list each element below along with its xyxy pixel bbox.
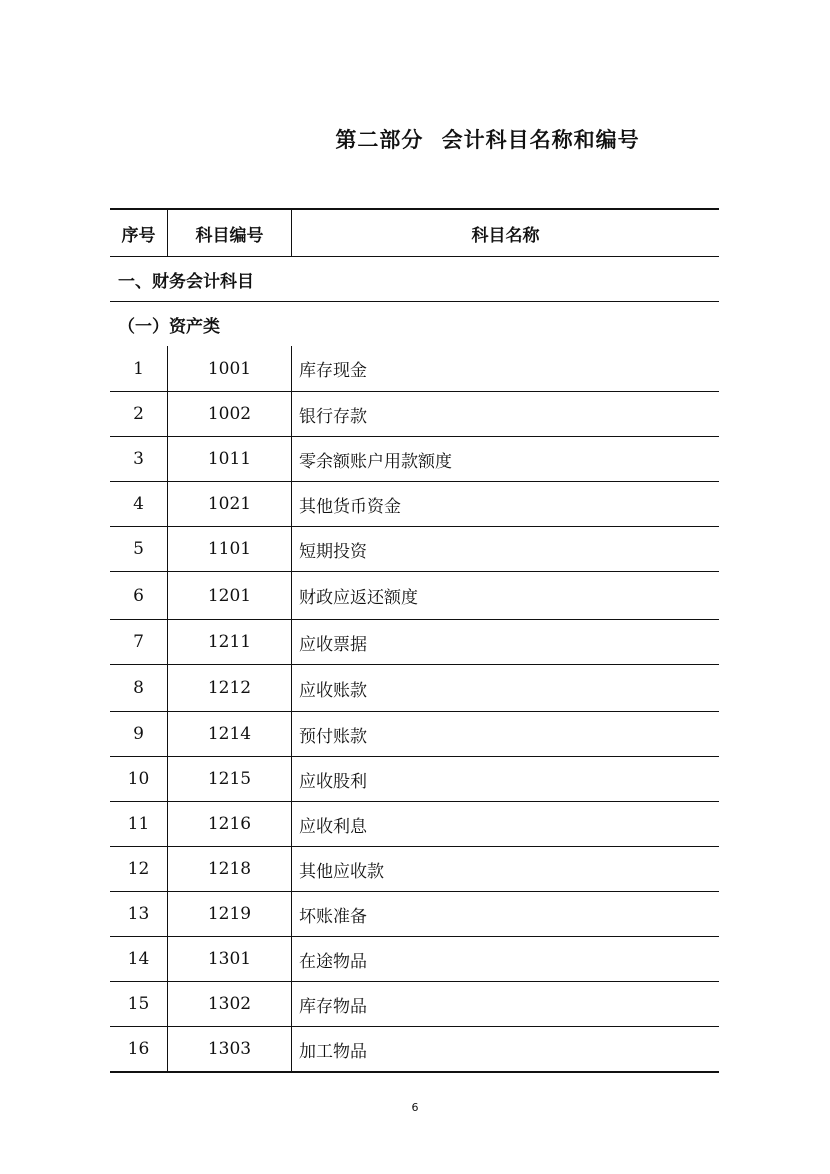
table-row	[110, 619, 719, 664]
row-account-code: 1219	[168, 892, 292, 936]
section-heading: 一、财务会计科目	[110, 256, 719, 301]
table-row	[110, 936, 719, 981]
row-account-name: 库存现金	[299, 361, 367, 381]
row-serial-no: 13	[110, 892, 168, 936]
row-account-name: 应收账款	[299, 680, 367, 701]
row-account-code: 1216	[168, 802, 292, 846]
row-account-name: 预付账款	[299, 726, 367, 747]
row-account-code: 1021	[168, 482, 292, 526]
row-account-name: 应收股利	[299, 771, 367, 792]
row-account-code: 1011	[168, 437, 292, 481]
row-serial-no: 4	[110, 482, 168, 526]
row-account-name: 应收利息	[299, 816, 367, 837]
table-row	[110, 1026, 719, 1071]
table-row	[110, 481, 719, 526]
row-account-code: 1214	[168, 712, 292, 756]
row-serial-no: 16	[110, 1027, 168, 1071]
row-serial-no: 8	[110, 665, 168, 711]
row-account-name: 应收票据	[299, 634, 367, 655]
table-header-row	[110, 210, 719, 256]
accounts-table	[110, 208, 719, 1073]
row-serial-no: 6	[110, 572, 168, 619]
row-account-code: 1211	[168, 620, 292, 664]
table-row	[110, 846, 719, 891]
row-account-code: 1002	[168, 392, 292, 436]
row-account-code: 1001	[168, 346, 292, 391]
row-account-code: 1101	[168, 527, 292, 571]
header-account-code: 科目编号	[168, 210, 292, 256]
table-row	[110, 391, 719, 436]
row-account-code: 1303	[168, 1027, 292, 1071]
row-serial-no: 2	[110, 392, 168, 436]
row-serial-no: 11	[110, 802, 168, 846]
row-account-name: 财政应返还额度	[299, 588, 418, 608]
table-row	[110, 664, 719, 711]
row-account-code: 1302	[168, 982, 292, 1026]
subsection-heading: （一）资产类	[110, 301, 719, 346]
table-row	[110, 891, 719, 936]
row-serial-no: 9	[110, 712, 168, 756]
row-serial-no: 12	[110, 847, 168, 891]
table-row	[110, 981, 719, 1026]
row-account-name: 银行存款	[299, 406, 367, 427]
row-account-code: 1215	[168, 757, 292, 801]
row-account-code: 1218	[168, 847, 292, 891]
table-row	[110, 711, 719, 756]
row-serial-no: 3	[110, 437, 168, 481]
row-serial-no: 14	[110, 937, 168, 981]
row-serial-no: 7	[110, 620, 168, 664]
row-account-name: 坏账准备	[299, 906, 367, 927]
row-account-name: 其他应收款	[299, 861, 384, 882]
table-row	[110, 436, 719, 481]
row-account-name: 零余额账户用款额度	[299, 451, 452, 472]
table-row	[110, 571, 719, 619]
table-row	[110, 346, 719, 391]
table-row	[110, 526, 719, 571]
row-account-code: 1301	[168, 937, 292, 981]
row-account-name: 加工物品	[299, 1041, 367, 1062]
page-number: 6	[411, 1101, 419, 1114]
row-serial-no: 10	[110, 757, 168, 801]
row-serial-no: 15	[110, 982, 168, 1026]
table-body	[110, 346, 719, 1071]
row-account-name: 在途物品	[299, 951, 367, 972]
row-account-name: 其他货币资金	[299, 496, 401, 517]
header-serial-no: 序号	[110, 210, 168, 256]
row-account-code: 1201	[168, 572, 292, 619]
row-serial-no: 5	[110, 527, 168, 571]
row-account-code: 1212	[168, 665, 292, 711]
row-account-name: 短期投资	[299, 541, 367, 562]
page-title: 第二部分 会计科目名称和编号	[335, 128, 640, 152]
row-account-name: 库存物品	[299, 996, 367, 1017]
table-row	[110, 756, 719, 801]
header-account-name: 科目名称	[471, 225, 540, 246]
row-serial-no: 1	[110, 346, 168, 391]
table-row	[110, 801, 719, 846]
